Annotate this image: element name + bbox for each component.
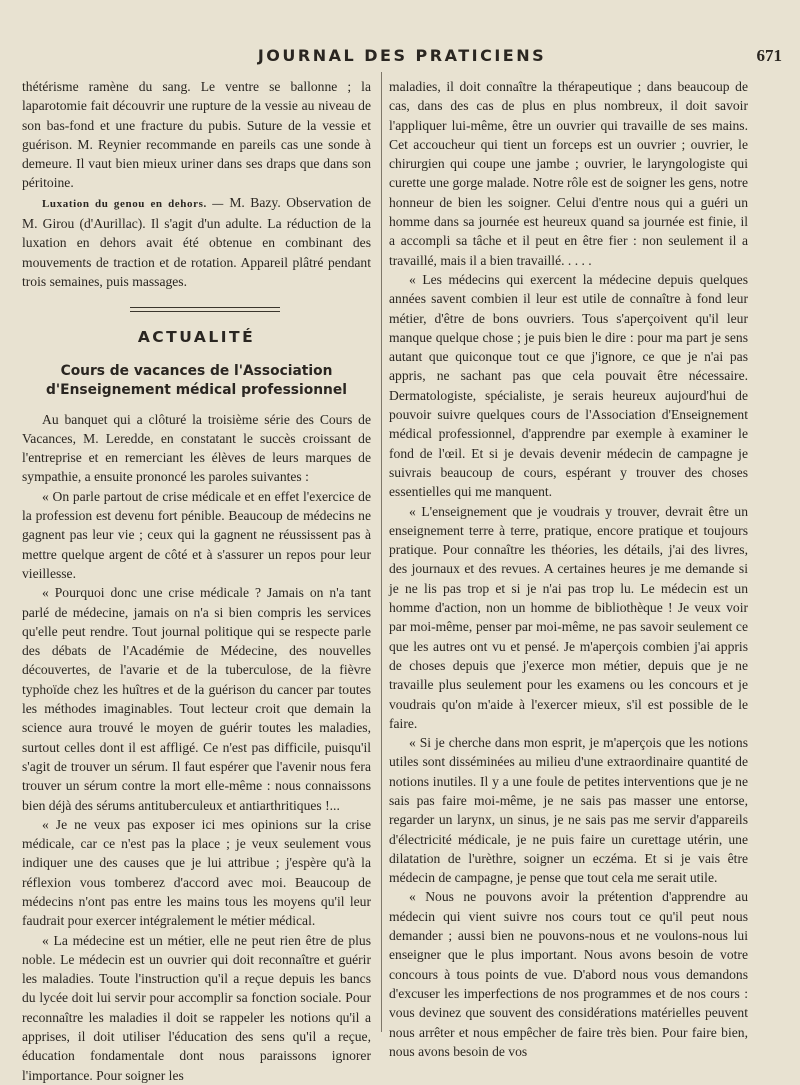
paragraph: « Les médecins qui exercent la médecine depuis quelques années savent combien il leur est utile de connaître à fond leur métier, d'être de bons ouvriers. Tous s'aperçoivent qu'il leur manque quelque chose ; je puis bien le dire : pour ma part je sens autant que quiconque tout ce que j'ignore, ce que je n'ai pas appris, ne sachant pas que cela pouvait être nécessaire. Dermatologiste, spécialiste, je serais heureux aujourd'hui de pouvoir suivre quelques cours de l'Association d'Enseignement médical professionnel, d'apprendre par exemple à examiner le fond de l'œil. Et si je devais devenir médecin de campagne je suivrais beaucoup de cours, espérant y trouver des choses essentielles qui me manquent. <box>389 271 748 500</box>
right-column <box>389 77 748 1061</box>
paragraph: « Si je cherche dans mon esprit, je m'aperçois que les notions utiles sont disséminées au milieu d'une extraordinaire quantité de notions inutiles. Il y a une foule de petites interventions que je ne sais pas faire moi-même, je ne sais pas masser une entorse, regarder un larynx, un sinus, je ne sais pas me servir d'appareils d'électricité médicale, je ne puis faire un curettage utérin, une dilatation de l'urèthre, soigner un eczéma. Et si je vais être médecin de campagne, je pense que tout cela me serait utile. <box>389 735 748 886</box>
paragraph: « Je ne veux pas exposer ici mes opinions sur la crise médicale, car ce n'est pas la place ; je veux seulement vous indiquer une des causes que je lui attribue ; j'espère qu'à la réflexion vous tomberez d'accord avec moi. Beaucoup de médecins n'ont pas entre les mains tous les moyens qu'il leur faudrait pour exercer intégralement le métier médical. <box>22 816 371 929</box>
paragraph: maladies, il doit connaître la thérapeutique ; dans beaucoup de cas, dans des cas de plus en plus nombreux, il doit savoir l'appliquer lui-même, être un ouvrier qui travaille de ses mains. Cet accoucheur qui tient un forceps est un ouvrier ; ouvrier, le chirurgien qui coupe une jambe ; ouvrier, le laryngologiste qui curette une gorge malade. Notre rôle est de soigner les gens, notre honneur de bien les soigner. Celui d'entre nous qui a guéri un homme dans sa journée est heureux quand sa journée est finie, il a accompli sa tâche et il peut en être fier : non seulement il a travaillé, mais il a bien travaillé. . . . . <box>389 79 748 268</box>
column-divider <box>381 72 382 1032</box>
paragraph: thétérisme ramène du sang. Le ventre se ballonne ; la laparotomie fait découvrir une rupture de la vessie au niveau de son bas-fond et une fracture du pubis. Suture de la vessie et guérison. M. Reynier recommande en pareils cas une sonde à demeure. Il vaut bien mieux uriner dans ses draps que dans son péritoine. <box>22 79 371 191</box>
paragraph: « L'enseignement que je voudrais y trouver, devrait être un enseignement terre à terre, pratique, encore pratique et toujours pratique. Pour connaître les théories, les détails, j'ai des livres, des journaux et des revues. A certaines heures je me demande si je ne lis pas trop et si je n'ai pas trop lu. Le médecin est un homme d'action, non un homme de bibliothèque ! Je veux voir par moi-même, penser par moi-même, ne pas savoir seulement ce que les autres ont vu et pensé. Je m'aperçois combien j'ai appris de choses depuis que j'exerce mon métier, depuis que je ne travaille plus seulement pour les examens ou les concours et je voudrais qu'on m'aide à l'exercer mieux, s'il est possible de le faire. <box>389 503 748 731</box>
article-title: Cours de vacances de l'Association d'Enseignement médical professionnel <box>46 362 347 398</box>
left-column <box>22 77 371 1085</box>
paragraph: « Pourquoi donc une crise médicale ? Jamais on n'a tant parlé de médecine, jamais on n'a si bien compris les services qu'elle peut rendre. Tout journal politique qui se respecte parle des débats de l'Académie de Médecine, des nouvelles découvertes, de l'avarie et de la tuberculose, de la fièvre typhoïde chez les huîtres et de la guérison du cancer par toutes les méthodes imaginables. Tout lecteur croit que demain la science aura trouvé le moyen de guérir toutes les maladies, surtout celles dont il est affligé. Ce n'est pas difficile, puisqu'il s'agit de trouver un sérum. Il faut espérer que l'avenir nous fera trouver un sérum contre la mort elle-même : nous connaissons bien déjà des sérums antituberculeux et antiarthritiques !... <box>22 585 371 813</box>
section-heading: ACTUALITÉ <box>137 328 256 347</box>
double-rule-divider <box>130 307 280 312</box>
paragraph: « On parle partout de crise médicale et en effet l'exercice de la profession est devenu fort pénible. Beaucoup de médecins ne gagnent pas leur vie ; ceux qui la gagnent ne réussissent pas à mettre quelque argent de côté et à s'assurer un repos pour leur vieillesse. <box>22 488 371 581</box>
paragraph: « La médecine est un métier, elle ne peut rien être de plus noble. Le médecin est un ouvrier qui doit reconnaître et guérir les maladies. Toute l'instruction qu'il a reçue depuis les bancs du lycée doit lui servir pour accomplir sa fonction sociale. Pour reconnaître les maladies il doit se rappeler les notions qu'il a apprises, il doit utiliser l'éducation des sens qu'il a reçue, éducation fondamentale dont nous paraissons ignorer l'importance. Pour soigner les <box>22 932 371 1083</box>
paragraph <box>22 193 371 291</box>
run-in-heading: Luxation du genou en dehors. — <box>42 197 224 210</box>
paragraph: Au banquet qui a clôturé la troisième série des Cours de Vacances, M. Leredde, en constatant le succès croissant de l'entreprise et en remerciant les élèves de leurs marques de sympathie, a ensuite prononcé les paroles suivantes : <box>22 411 371 485</box>
page-number: 671 <box>756 46 782 65</box>
journal-title: JOURNAL DES PRATICIENS <box>257 46 547 65</box>
paragraph: « Nous ne pouvons avoir la prétention d'apprendre au médecin qui vient suivre nos cours tout ce qu'il peut nous demander ; aussi bien ne pouvons-nous et ne voulons-nous lui enseigner que le plus important. Nous avons besoin de votre concours à tous points de vue. D'abord nous vous demandons d'excuser les imperfections de nos programmes et de nos cours : vous devinez que souvent des considérations matérielles peuvent nous arrêter et nous empêcher de faire très bien. Pour faire bien, nous avons besoin de vos <box>389 889 748 1059</box>
page-header <box>22 38 782 78</box>
paragraph-text: M. Bazy. Observation de M. Girou (d'Aurillac). Il s'agit d'un adulte. La réduction de la luxation en dehors avait été obtenue en combinant des mouvements de traction et de rotation. Appareil plâtré pendant trois semaines, puis massages. <box>22 194 371 289</box>
